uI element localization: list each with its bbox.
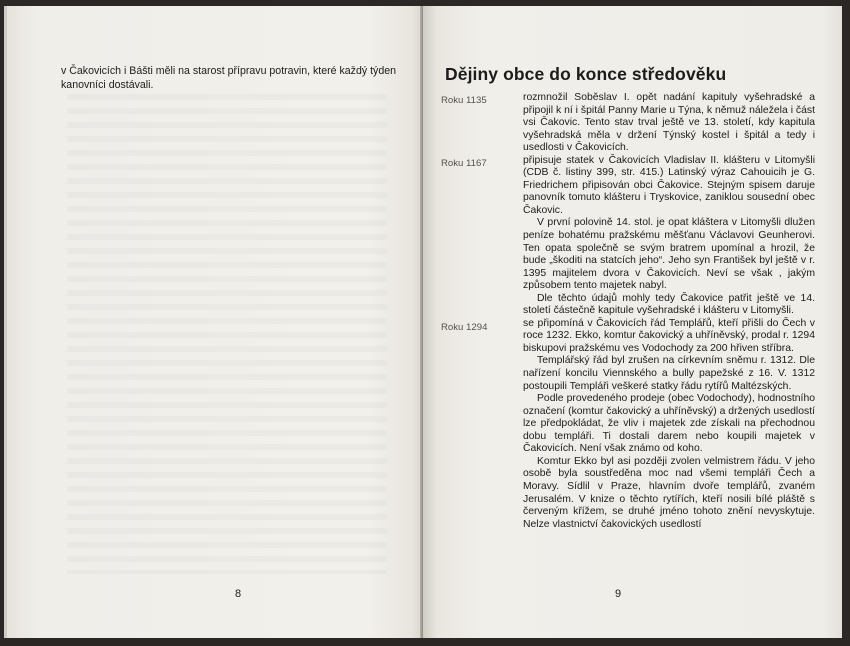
left-page <box>4 6 422 638</box>
paragraph: připisuje statek v Čakovicích Vladislav II. klášteru v Litomyšli (CDB č. listiny 399, str. 415.) Latinský výraz Cahouicih je G. Friedrichem připisován obci Čakovice. Stejným spisem daruje panovník tomuto klášteru i Tryskovice, zaniklou sousední obec Čakovic. <box>523 154 815 216</box>
margin-note-1294: Roku 1294 <box>441 322 488 333</box>
margin-note-1135: Roku 1135 <box>441 95 487 106</box>
paragraph: Komtur Ekko byl asi později zvolen velmistrem řádu. V jeho osobě byla soustředěna moc nad všemi templáři Čech a Moravy. Sídlil v Praze, hlavním dvoře templářů, zvaném Jerusalém. V knize o těchto rytířích, kteří nosili bílé pláště s červeným křížem, se druhé jméno tohoto znění nevyskytuje. Nelze vlastnictví čakovických usedlostí <box>523 455 815 530</box>
open-book <box>4 6 842 638</box>
right-page-number: 9 <box>615 588 622 600</box>
paragraph: Dle těchto údajů mohly tedy Čakovice patřit ještě ve 14. století částečně kapitule vyšehradské i klášteru v Litomyšli. <box>523 292 815 317</box>
paragraph: Templářský řád byl zrušen na církevním sněmu r. 1312. Dle nařízení koncilu Viennského a bully papežské z 16. V. 1312 postoupili Templáři veškeré statky řádu rytířů Maltézských. <box>523 355 815 392</box>
paragraph: Podle provedeného prodeje (obec Vodochody), hodnostního označení (komtur čakovický a uhříněvský) a držených usedlostí lze předpokládat, že vliv i majetek zde získali na přechodnou dobu templáři. Ti dostali darem nebo koupili majetek v Čakovicích. Není však známo od koho. <box>523 393 815 455</box>
paragraph: se připomíná v Čakovicích řád Templářů, kteří přišli do Čech v roce 1232. Ekko, komtur čakovický a uhříněvský, prodal r. 1294 biskupovi pražskému ves Vodochody za 200 hřiven stříbra. <box>523 317 815 354</box>
paragraph: rozmnožil Soběslav I. opět nadání kapituly vyšehradské a připojil k ní i špitál Panny Marie u Týna, k němuž náležela i část vsi Čakovic. Tento stav trval ještě ve 13. století, kdy kapitula vyšehradská měla v držení Týnský kostel i špitál a tedy i usedlosti v Čakovicích. <box>523 92 815 154</box>
body-text <box>523 92 815 531</box>
paragraph: V první polovině 14. stol. je opat kláštera v Litomyšli dlužen peníze bohatému pražskému měšťanu Václavovi Geunherovi. Ten opata společně se svým bratrem upomínal a hrozil, že bude „škoditi na statcích jeho“. Jeho syn František byl ještě v r. 1395 majitelem dvora v Čakovicích. Neví se však , jakým způsobem tento majetek nabyl. <box>523 217 815 292</box>
left-page-text: v Čakovicích i Bášti měli na starost přípravu potravin, které každý týden kanovníci dostávali. <box>61 65 397 91</box>
left-page-number: 8 <box>235 588 242 600</box>
show-through-texture <box>67 94 387 574</box>
chapter-title: Dějiny obce do konce středověku <box>445 64 727 84</box>
right-page <box>423 6 842 638</box>
margin-note-1167: Roku 1167 <box>441 158 487 169</box>
